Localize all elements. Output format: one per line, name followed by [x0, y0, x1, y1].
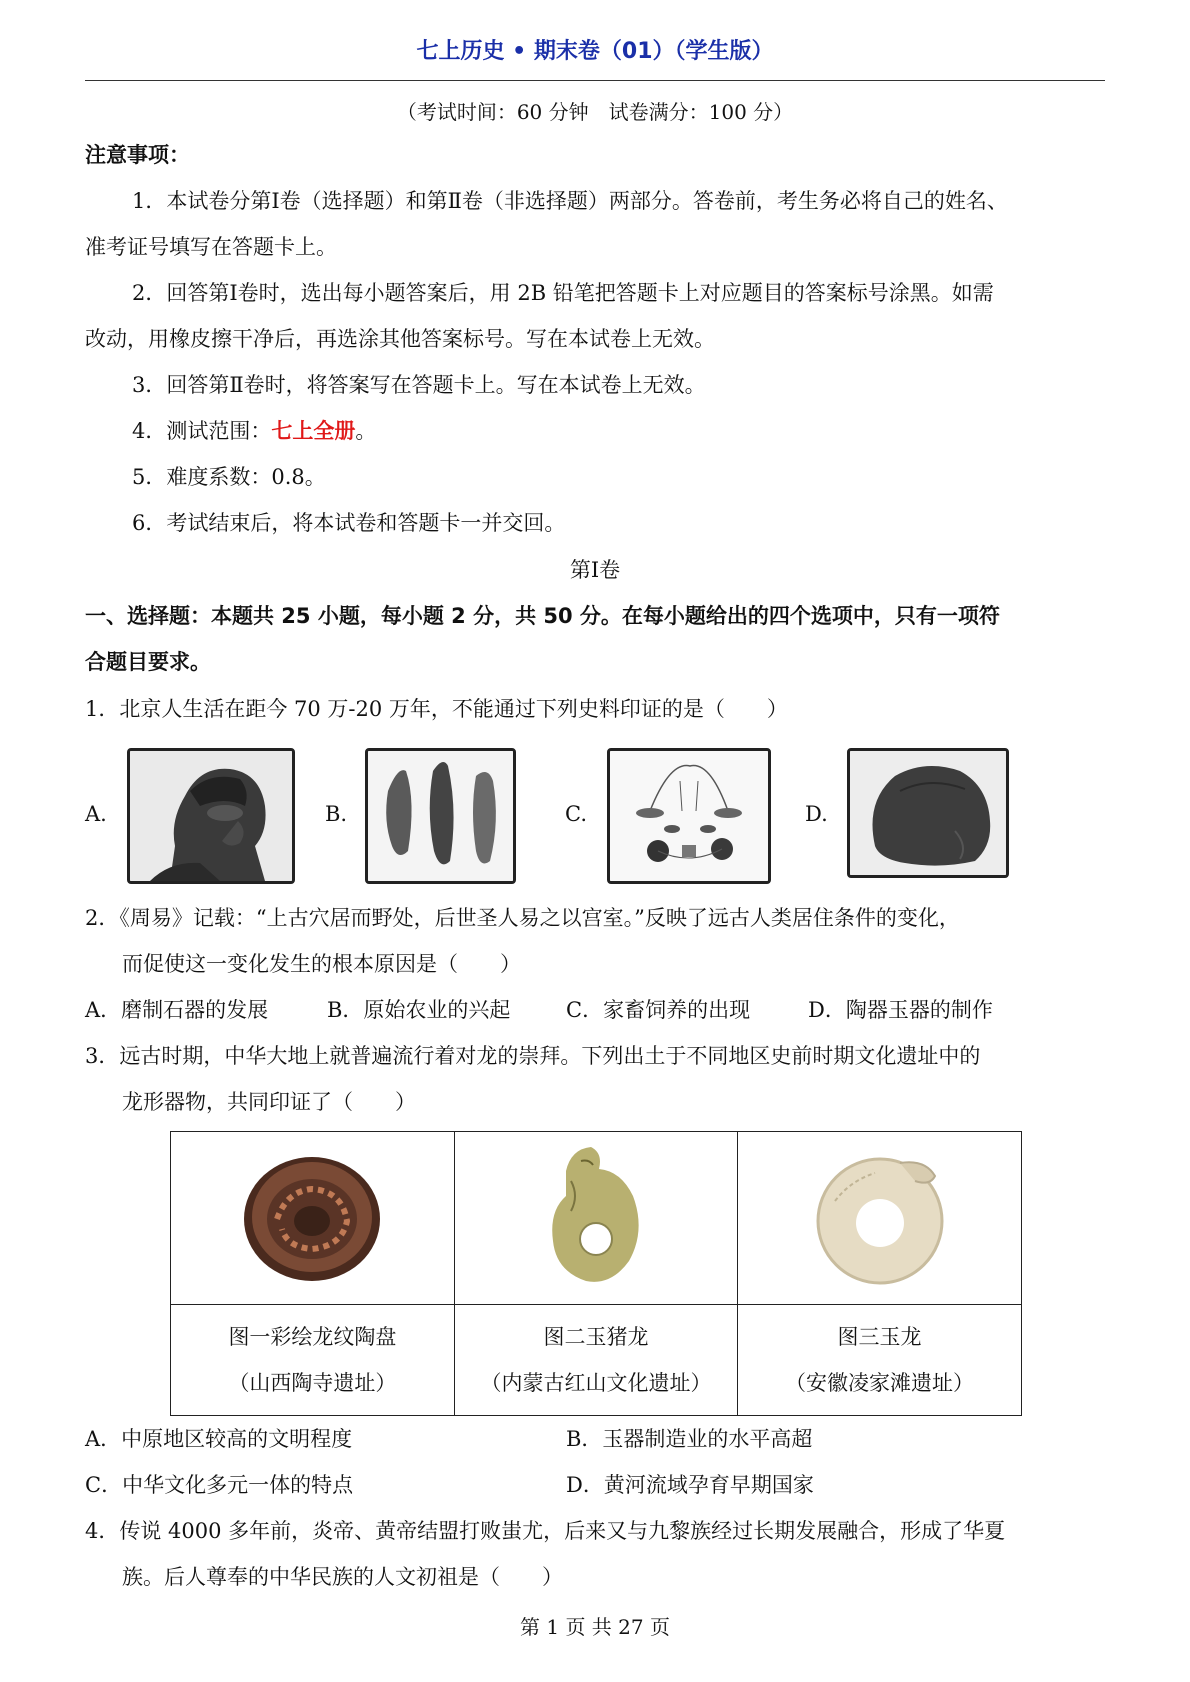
jade-dragon-image	[805, 1141, 955, 1291]
q1-option-b-label: B.	[325, 802, 348, 826]
q3-relic-2-name: 图二玉猪龙	[543, 1325, 649, 1349]
q2-option-a[interactable]: A．磨制石器的发展	[85, 998, 269, 1022]
painted-dragon-plate-image	[237, 1141, 387, 1291]
q1-option-c-label: C.	[565, 802, 587, 826]
q1-option-d[interactable]	[805, 748, 1035, 888]
q3-image-cell-2	[454, 1132, 737, 1305]
note-2-line-1: 2．回答第Ⅰ卷时，选出每小题答案后，用 2B 铅笔把答题卡上对应题目的答案标号涂黑。如需	[132, 281, 994, 305]
q1-options	[85, 748, 1105, 888]
q3-caption-3	[738, 1305, 1022, 1416]
exam-info: （考试时间：60 分钟 试卷满分：100 分）	[396, 100, 794, 124]
q2-stem-line-2: 而促使这一变化发生的根本原因是（ ）	[122, 952, 521, 976]
q2-option-c[interactable]: C．家畜饲养的出现	[566, 998, 751, 1022]
note-4	[132, 416, 376, 446]
q1-option-c[interactable]	[565, 748, 785, 888]
page-number: 第 1 页 共 27 页	[520, 1615, 670, 1639]
test-scope: 七上全册	[271, 419, 356, 443]
q1-image-peking-man-bust	[127, 748, 295, 884]
q1-option-a-label: A.	[85, 802, 107, 826]
notes-heading: 注意事项：	[85, 143, 190, 167]
q3-relic-2-site: （内蒙古红山文化遗址）	[480, 1371, 712, 1395]
document-title: 七上历史 • 期末卷（01）（学生版）	[416, 39, 774, 64]
q4-stem-line-2: 族。后人尊奉的中华民族的人文初祖是（ ）	[122, 1565, 563, 1589]
note-1-line-1: 1．本试卷分第Ⅰ卷（选择题）和第Ⅱ卷（非选择题）两部分。答卷前，考生务必将自己的姓名、	[132, 189, 1008, 213]
section-heading-line-1: 一、选择题：本题共 25 小题，每小题 2 分，共 50 分。在每小题给出的四个选项中，只有一项符	[85, 604, 1000, 628]
q3-caption-1	[171, 1305, 455, 1416]
q1-stem: 1．北京人生活在距今 70 万-20 万年，不能通过下列史料印证的是（ ）	[85, 697, 788, 721]
note-4-suffix: 。	[355, 419, 377, 443]
q3-relic-3-site: （安徽凌家滩遗址）	[785, 1371, 975, 1395]
q4-stem-line-1: 4．传说 4000 多年前，炎帝、黄帝结盟打败蚩尤，后来又与九黎族经过长期发展融合，形成了华夏	[85, 1519, 1006, 1543]
q3-relic-1-name: 图一彩绘龙纹陶盘	[228, 1325, 397, 1349]
q3-relic-3-name: 图三玉龙	[837, 1325, 922, 1349]
q1-image-ornament-necklace	[607, 748, 771, 884]
q3-image-cell-3	[738, 1132, 1022, 1305]
q3-stem-line-2: 龙形器物，共同印证了（ ）	[122, 1090, 416, 1114]
q1-option-a[interactable]	[85, 748, 300, 888]
q3-option-a[interactable]: A．中原地区较高的文明程度	[85, 1427, 353, 1451]
q2-stem-line-1: 2．《周易》记载：“上古穴居而野处，后世圣人易之以宫室。”反映了远古人类居住条件的变化，	[85, 906, 960, 930]
q3-option-c[interactable]: C．中华文化多元一体的特点	[85, 1473, 354, 1497]
note-6: 6．考试结束后，将本试卷和答题卡一并交回。	[132, 511, 566, 535]
q3-option-b[interactable]: B．玉器制造业的水平高超	[566, 1427, 813, 1451]
q1-option-d-label: D.	[805, 802, 828, 826]
note-5: 5．难度系数：0.8。	[132, 465, 326, 489]
q1-option-b[interactable]	[325, 748, 540, 888]
note-1-line-2: 准考证号填写在答题卡上。	[85, 235, 337, 259]
q3-option-d[interactable]: D．黄河流域孕育早期国家	[566, 1473, 814, 1497]
q3-stem-line-1: 3．远古时期，中华大地上就普遍流行着对龙的崇拜。下列出土于不同地区史前时期文化遗址中的	[85, 1044, 981, 1068]
header-divider	[85, 80, 1105, 81]
q3-relics-table	[170, 1131, 1022, 1416]
section-heading-line-2: 合题目要求。	[85, 650, 211, 674]
part-label: 第Ⅰ卷	[569, 558, 621, 582]
note-4-prefix: 4．测试范围：	[132, 419, 272, 443]
q2-option-d[interactable]: D．陶器玉器的制作	[808, 998, 993, 1022]
q1-image-stone-tools	[365, 748, 516, 884]
jade-pig-dragon-image	[541, 1141, 651, 1291]
q2-option-b[interactable]: B．原始农业的兴起	[327, 998, 511, 1022]
q3-relic-1-site: （山西陶寺遗址）	[228, 1371, 397, 1395]
q1-image-skull-fossil	[847, 748, 1009, 878]
note-2-line-2: 改动，用橡皮擦干净后，再选涂其他答案标号。写在本试卷上无效。	[85, 327, 715, 351]
q3-caption-2	[454, 1305, 737, 1416]
q3-image-cell-1	[171, 1132, 455, 1305]
note-3: 3．回答第Ⅱ卷时，将答案写在答题卡上。写在本试卷上无效。	[132, 373, 706, 397]
